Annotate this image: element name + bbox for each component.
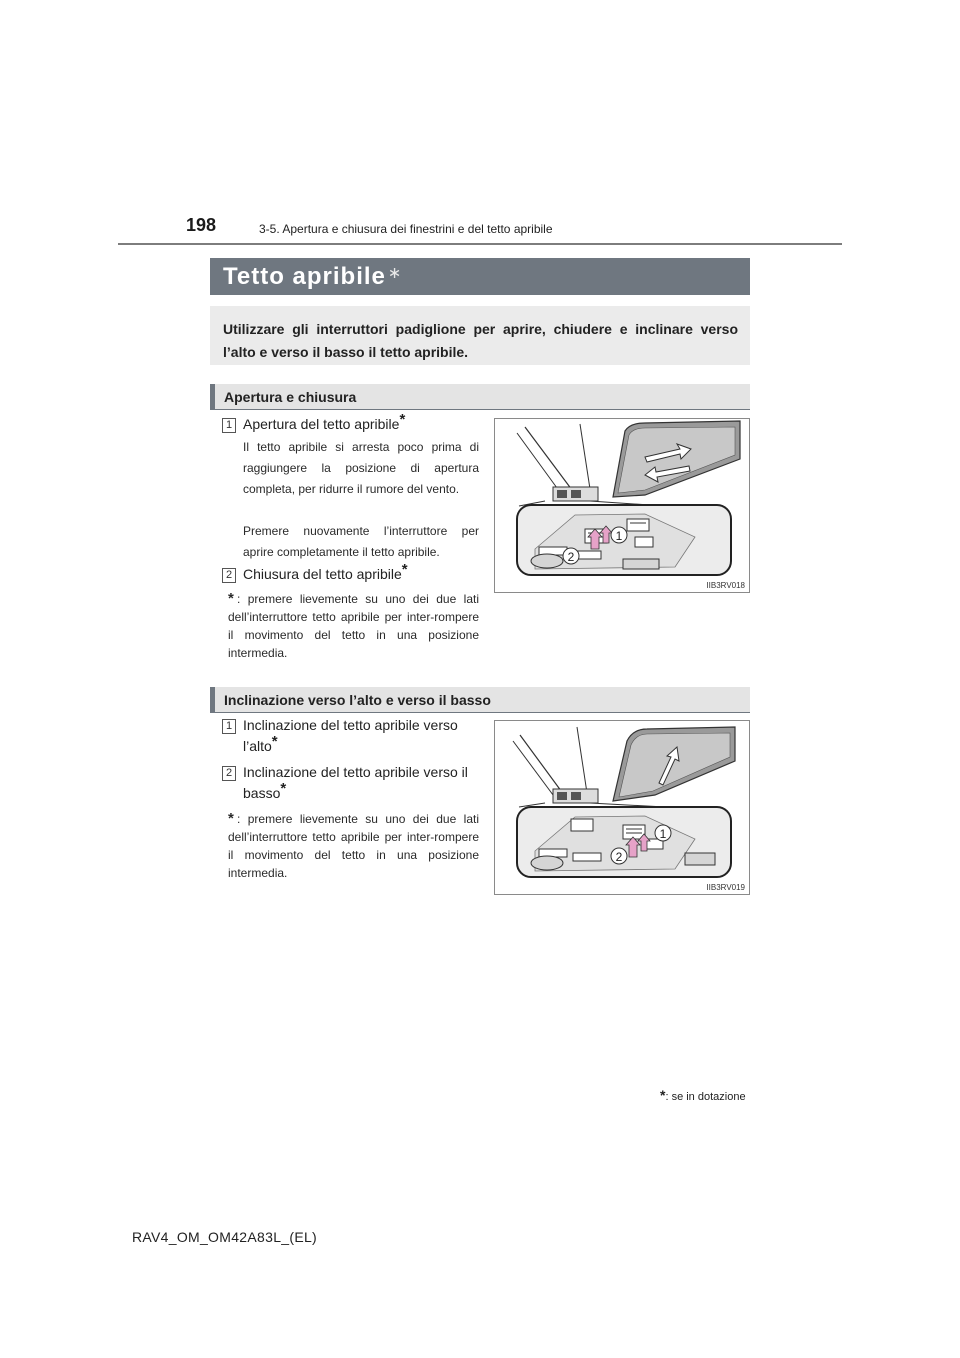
figure-callout: 2	[615, 850, 623, 864]
subsection-heading-text: Inclinazione verso l’alto e verso il basso	[224, 692, 491, 708]
asterisk-icon: *	[228, 590, 234, 607]
footnote	[660, 1087, 746, 1103]
figure-code: IIB3RV019	[706, 883, 745, 892]
figure-code: IIB3RV018	[706, 581, 745, 590]
item-tilt-down-label	[243, 762, 483, 804]
item-number-badge: 1	[222, 418, 236, 433]
section-title-bar	[210, 258, 750, 295]
item-label-text: Inclinazione del tetto apribile verso il basso	[243, 764, 468, 801]
intro-text: Utilizzare gli interruttori padiglione per aprire, chiudere e inclinare verso l’alto e verso il basso il tetto apribile.	[223, 321, 738, 360]
subsection-heading-opening	[210, 384, 750, 410]
asterisk-icon: *	[228, 810, 234, 827]
figure-sunroof-tilt	[494, 720, 750, 895]
roof-console-illustration	[495, 419, 750, 593]
asterisk-icon: *	[399, 411, 406, 428]
page-number: 198	[186, 215, 217, 235]
item-number-badge: 2	[222, 568, 236, 583]
figure-callout: 1	[615, 529, 623, 543]
running-head: 3-5. Apertura e chiusura dei finestrini e del tetto apribile	[259, 222, 553, 236]
note-text: : premere lievemente su uno dei due lati dell’interruttore tetto apribile per inter-rompere il movimento del tetto in una posizione intermedia.	[228, 812, 479, 880]
description-paragraph: Il tetto apribile si arresta poco prima di raggiungere la posizione di apertura completa, per ridurre il rumore del vento.	[243, 440, 479, 496]
intro-box	[210, 306, 750, 365]
note-text: : premere lievemente su uno dei due lati dell’interruttore tetto apribile per inter-rompere il movimento del tetto in una posizione intermedia.	[228, 592, 479, 660]
item-label-text: Chiusura del tetto apribile	[243, 566, 402, 582]
item-open-label	[243, 411, 483, 435]
asterisk-icon: *	[401, 561, 408, 578]
subsection-heading-text: Apertura e chiusura	[224, 389, 357, 405]
item-number-badge: 2	[222, 766, 236, 781]
header-divider	[118, 243, 842, 245]
asterisk-icon: *	[660, 1087, 666, 1103]
asterisk-icon: *	[271, 733, 278, 750]
page-title	[223, 263, 402, 291]
asterisk-icon: *	[280, 780, 287, 797]
item-label-text: Inclinazione del tetto apribile verso l’alto	[243, 717, 458, 754]
optional-marker-icon: ∗	[387, 265, 403, 282]
footnote-text: : se in dotazione	[665, 1091, 746, 1103]
asterisk-note	[228, 810, 479, 882]
figure-callout: 2	[567, 550, 575, 564]
figure-callout: 1	[659, 827, 667, 841]
roof-console-illustration	[495, 721, 750, 895]
item-tilt-up-label	[243, 715, 483, 757]
item-close-label	[243, 561, 483, 585]
figure-sunroof-open-close	[494, 418, 750, 593]
item-number-badge: 1	[222, 719, 236, 734]
description-paragraph: Premere nuovamente l’interruttore per aprire completamente il tetto apribile.	[243, 524, 479, 559]
document-code-footer: RAV4_OM_OM42A83L_(EL)	[132, 1229, 318, 1245]
subsection-heading-tilt	[210, 687, 750, 713]
item-label-text: Apertura del tetto apribile	[243, 416, 400, 432]
asterisk-note	[228, 590, 479, 662]
page-title-text: Tetto apribile	[223, 263, 386, 290]
